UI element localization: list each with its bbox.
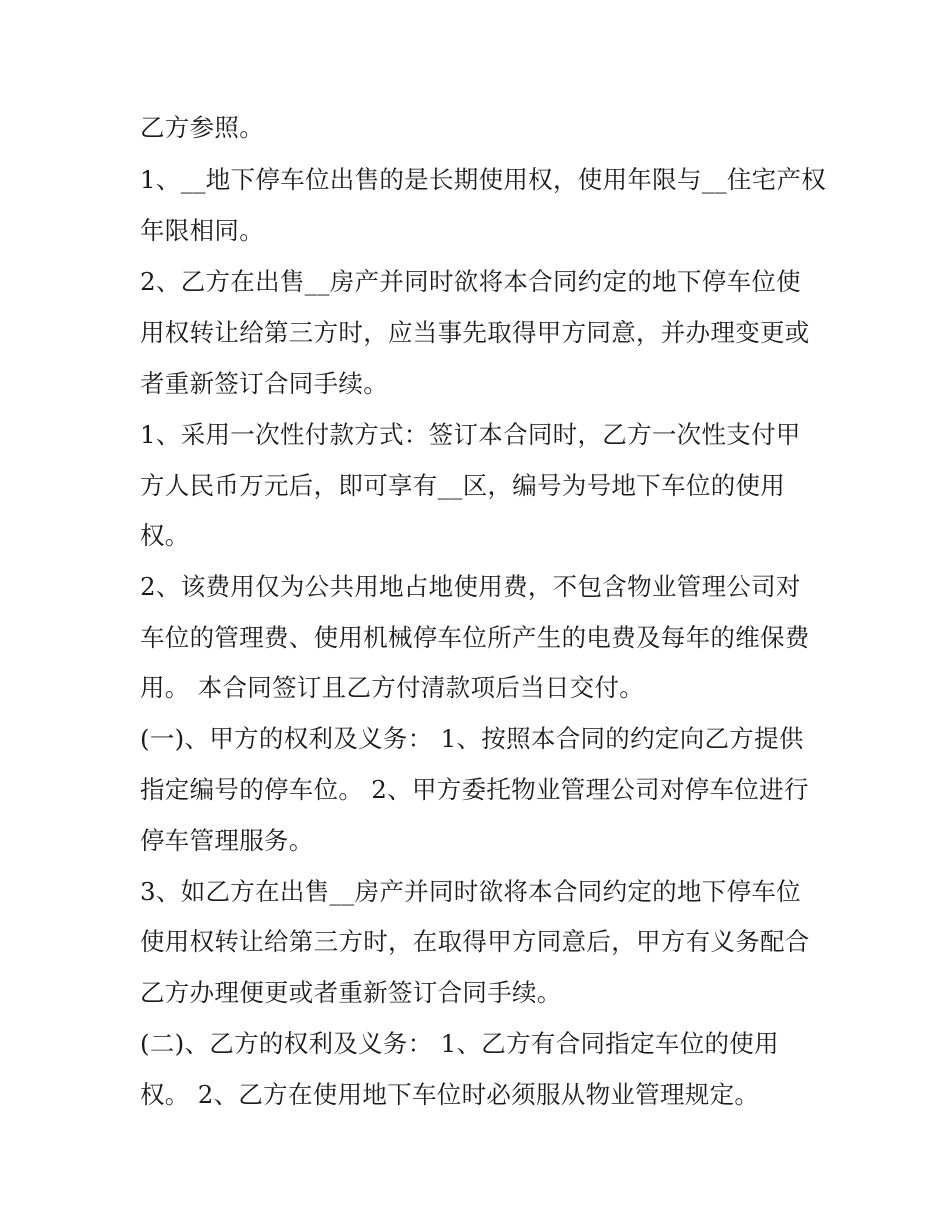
text-line: (一)、甲方的权利及义务： 1、按照本合同的约定向乙方提供 bbox=[140, 724, 804, 753]
text-line: 权。 2、乙方在使用地下车位时必须服从物业管理规定。 bbox=[140, 1080, 760, 1109]
text-line: 乙方参照。 bbox=[140, 113, 264, 142]
text-line: 方人民币万元后，即可享有__区，编号为号地下车位的使用 bbox=[140, 471, 786, 500]
text-line: (二)、乙方的权利及义务： 1、乙方有合同指定车位的使用 bbox=[140, 1029, 779, 1058]
text-line: 者重新签订合同手续。 bbox=[140, 369, 388, 398]
text-line: 停车管理服务。 bbox=[140, 826, 314, 855]
text-line: 年限相同。 bbox=[140, 216, 264, 245]
text-line: 2、乙方在出售__房产并同时欲将本合同约定的地下停车位使 bbox=[140, 267, 801, 296]
text-line: 指定编号的停车位。 2、甲方委托物业管理公司对停车位进行 bbox=[140, 775, 809, 804]
text-line: 用权转让给第三方时，应当事先取得甲方同意，并办理变更或 bbox=[140, 318, 810, 347]
text-line: 1、采用一次性付款方式：签订本合同时，乙方一次性支付甲 bbox=[140, 420, 801, 449]
text-line: 2、该费用仅为公共用地占地使用费，不包含物业管理公司对 bbox=[140, 572, 801, 601]
text-line: 3、如乙方在出售__房产并同时欲将本合同约定的地下停车位 bbox=[140, 877, 801, 906]
text-line: 乙方办理便更或者重新签订合同手续。 bbox=[140, 978, 562, 1007]
text-line: 用。 本合同签订且乙方付清款项后当日交付。 bbox=[140, 673, 645, 702]
text-line: 权。 bbox=[140, 521, 190, 550]
text-line: 使用权转让给第三方时，在取得甲方同意后，甲方有义务配合 bbox=[140, 927, 810, 956]
text-line: 1、__地下停车位出售的是长期使用权，使用年限与__住宅产权 bbox=[140, 165, 827, 194]
text-line: 车位的管理费、使用机械停车位所产生的电费及每年的维保费 bbox=[140, 623, 810, 652]
